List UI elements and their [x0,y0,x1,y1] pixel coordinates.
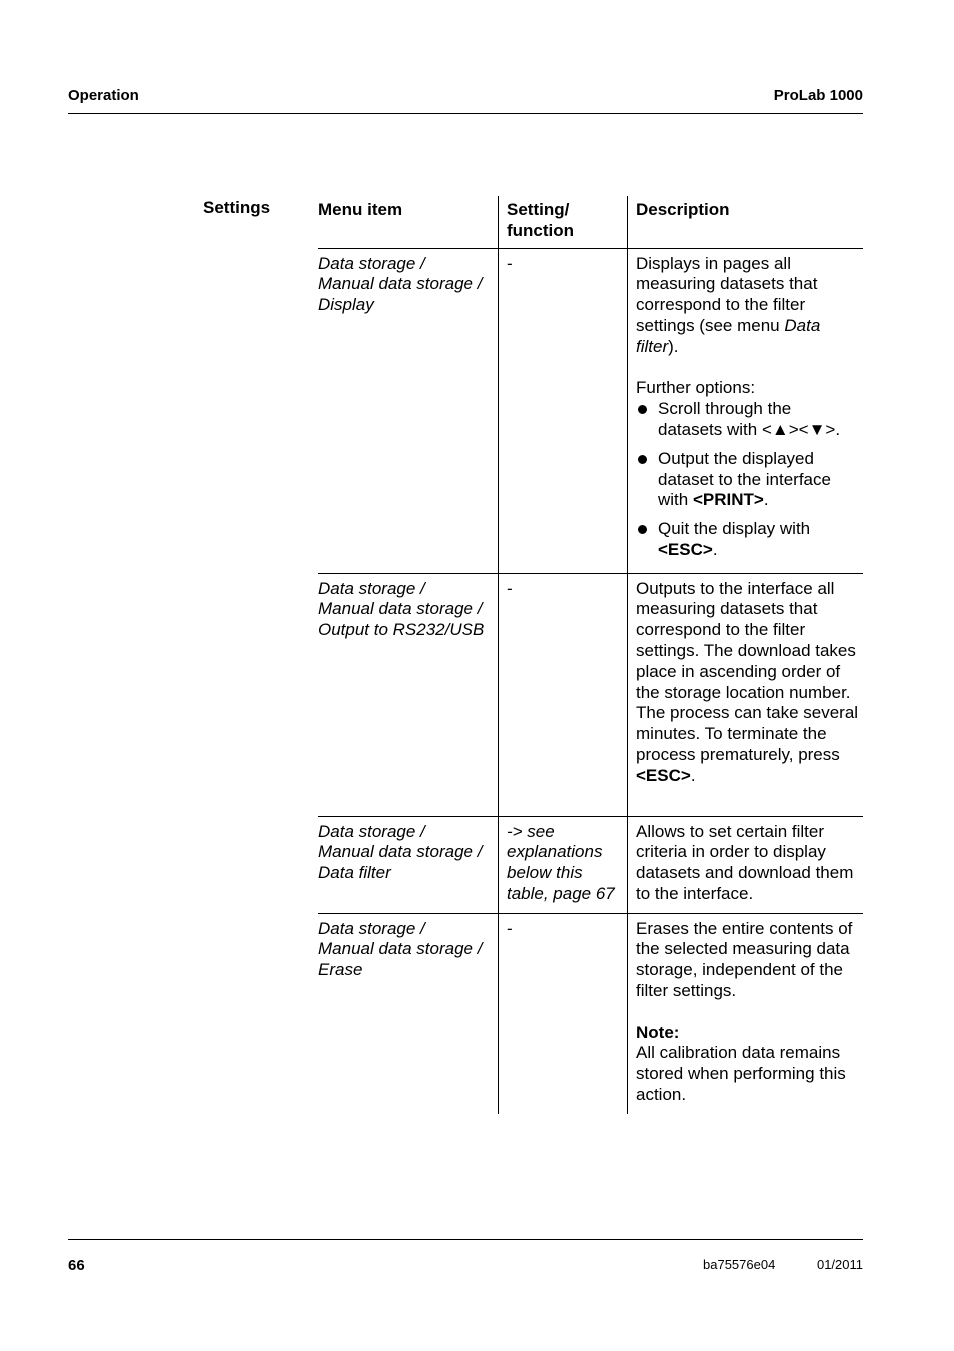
note-label: Note: [636,1022,680,1042]
arrow-up-icon: ▲ [771,419,789,439]
doc-date: 01/2011 [816,1257,863,1272]
list-item: Quit the display with <ESC>. [636,519,859,561]
bullet-icon [638,405,647,414]
header-rule [68,113,863,114]
description-paragraph: Outputs to the interface all measuring datasets that correspond to the filter settings. The download takes place in ascending order of the storage location number. [636,578,856,702]
bullet-icon [638,455,647,464]
bullet-icon [638,525,647,534]
description-paragraph: Allows to set certain filter criteria in order to display datasets and download them to the interface. [636,821,854,903]
table-row [318,913,863,1114]
options-list [636,399,859,561]
side-label-settings: Settings [203,198,271,217]
settings-table [318,196,863,1114]
description-cell [627,249,863,573]
menu-item-cell: Data storage / Manual data storage / Data filter [318,821,483,883]
list-item: Scroll through the datasets with <▲><▼>. [636,399,859,441]
description-paragraph: Displays in pages all measuring datasets that correspond to the filter settings (see menu Data filter). [636,253,821,356]
header-section: Operation [68,87,139,104]
further-options-label: Further options: [636,378,756,398]
doc-code: ba75576e04 [703,1257,776,1272]
description-paragraph: The process can take several minutes. To terminate the process prematurely, press <ESC>. [636,703,859,785]
setting-cell-cross-reference[interactable]: -> see explanations below this table, page 67 [498,817,627,913]
table-row [318,816,863,913]
setting-cell: - [498,249,627,573]
table-row [318,248,863,573]
footer-rule [68,1239,863,1240]
col-header-menu-item: Menu item [318,200,403,219]
setting-cell: - [498,914,627,1114]
col-header-description: Description [627,196,863,248]
header-product: ProLab 1000 [773,87,863,104]
table-header-row [318,196,863,248]
menu-item-cell: Data storage / Manual data storage / Erase [318,918,483,980]
arrow-down-icon: ▼ [808,419,826,439]
note-text: All calibration data remains stored when performing this action. [636,1043,846,1104]
description-paragraph: Erases the entire contents of the selected measuring data storage, independent of the filter settings. [636,918,853,1000]
description-cell [627,817,863,913]
setting-cell: - [498,574,627,816]
page-number: 66 [68,1257,85,1274]
table-row [318,573,863,816]
menu-item-cell: Data storage / Manual data storage / Output to RS232/USB [318,578,485,640]
col-header-setting: Setting/ function [498,196,627,248]
list-item: Output the displayed dataset to the interface with <PRINT>. [636,449,859,511]
menu-item-cell: Data storage / Manual data storage / Display [318,253,483,315]
description-cell [627,574,863,816]
description-cell [627,914,863,1114]
